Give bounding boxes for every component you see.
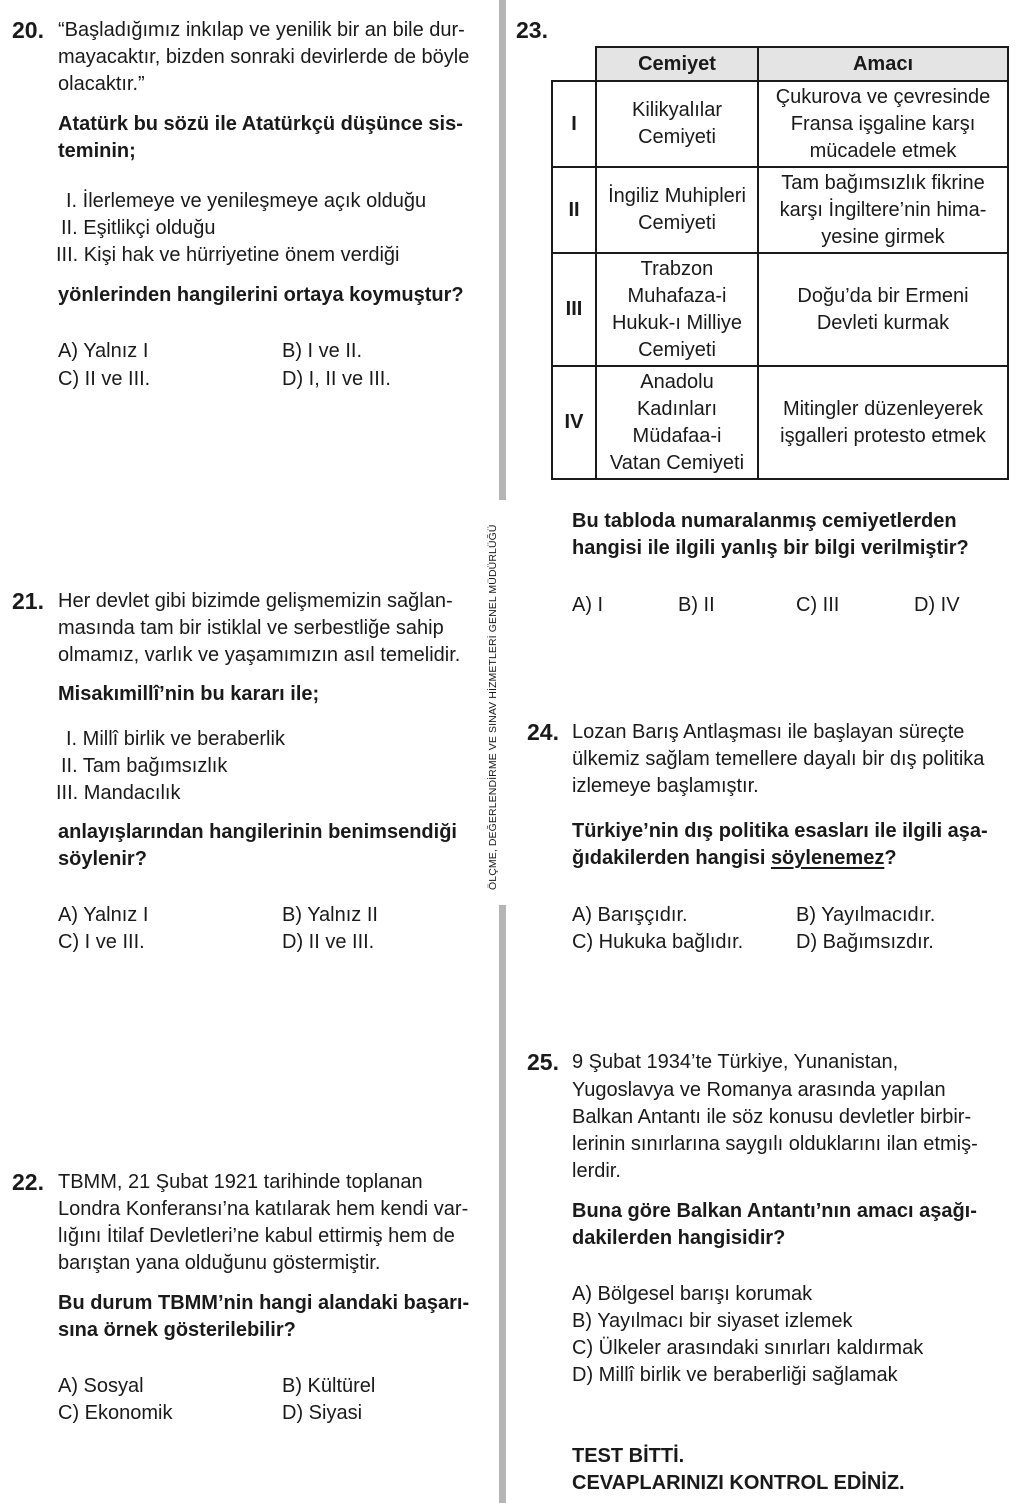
row-number: III [552, 253, 596, 366]
question-prompt: dakilerden hangisidir? [572, 1227, 786, 1249]
column-divider-bottom [499, 905, 506, 1503]
check-answers-notice: CEVAPLARINIZI KONTROL EDİNİZ. [572, 1472, 905, 1494]
passage-line: Balkan Antantı ile söz konusu devletler birbir- [572, 1106, 972, 1128]
question-prompt: sına örnek gösterilebilir? [58, 1319, 296, 1341]
question-prompt: Türkiye’nin dış politika esasları ile ilgili aşa- [572, 820, 988, 842]
cemiyet-cell: İngiliz Muhipleri Cemiyeti [596, 167, 758, 253]
table-row [552, 81, 1008, 167]
answer-option-b[interactable]: B) Yalnız II [282, 904, 378, 926]
answer-option-b[interactable]: B) Kültürel [282, 1375, 376, 1397]
answer-option-c[interactable]: C) II ve III. [58, 368, 151, 390]
passage-line: masında tam bir istiklal ve serbestliğe sahip [58, 617, 444, 639]
answer-option-c[interactable]: C) I ve III. [58, 931, 145, 953]
question-prompt: ğıdakilerden hangisi söylenemez? [572, 847, 897, 869]
statement-item: I. Millî birlik ve beraberlik [66, 728, 285, 750]
column-header-amaci: Amacı [758, 47, 1008, 81]
passage-line: izlemeye başlamıştır. [572, 775, 759, 797]
answer-option-a[interactable]: A) Bölgesel barışı korumak [572, 1283, 813, 1305]
table-row [552, 366, 1008, 479]
amac-cell: Çukurova ve çevresinde Fransa işgaline karşı mücadele etmek [758, 81, 1008, 167]
question-prompt: Bu durum TBMM’nin hangi alandaki başarı- [58, 1292, 470, 1314]
table-corner-cell [552, 47, 596, 81]
question-prompt: hangisi ile ilgili yanlış bir bilgi verilmiştir? [572, 537, 969, 559]
row-number: I [552, 81, 596, 167]
question-stem: teminin; [58, 140, 136, 162]
negative-emphasis: söylenemez [770, 847, 885, 869]
answer-option-d[interactable]: D) II ve III. [282, 931, 375, 953]
question-number: 25. [527, 1049, 559, 1075]
passage-line: lerdir. [572, 1160, 621, 1182]
statement-item: III. Mandacılık [56, 782, 181, 804]
answer-option-d[interactable]: D) IV [914, 594, 960, 616]
statement-item: III. Kişi hak ve hürriyetine önem verdiği [56, 244, 400, 266]
answer-option-c[interactable]: C) Hukuka bağlıdır. [572, 931, 744, 953]
passage-line: Lozan Barış Antlaşması ile başlayan süreçte [572, 721, 965, 743]
passage-line: olmamız, varlık ve yaşamımızın asıl temelidir. [58, 644, 461, 666]
question-number: 23. [516, 17, 548, 43]
quote-line: mayacaktır, bizden sonraki devirlerde de böyle [58, 46, 470, 68]
row-number: II [552, 167, 596, 253]
answer-option-b[interactable]: B) I ve II. [282, 340, 363, 362]
test-end-notice: TEST BİTTİ. [572, 1445, 685, 1467]
question-prompt: anlayışlarından hangilerinin benimsendiği [58, 821, 457, 843]
table-header-row [552, 47, 1008, 81]
column-divider-top [499, 0, 506, 500]
passage-line: Yugoslavya ve Romanya arasında yapılan [572, 1079, 946, 1101]
question-number: 22. [12, 1169, 44, 1195]
answer-option-d[interactable]: D) Millî birlik ve beraberliği sağlamak [572, 1364, 898, 1386]
question-stem: Misakımillî’nin bu kararı ile; [58, 683, 320, 705]
passage-line: ülkemiz sağlam temellere dayalı bir dış politika [572, 748, 985, 770]
answer-option-d[interactable]: D) I, II ve III. [282, 368, 391, 390]
statement-item: I. İlerlemeye ve yenileşmeye açık olduğu [66, 190, 427, 212]
answer-option-c[interactable]: C) Ekonomik [58, 1402, 173, 1424]
answer-option-a[interactable]: A) Yalnız I [58, 340, 149, 362]
question-number: 21. [12, 588, 44, 614]
answer-option-a[interactable]: A) I [572, 594, 604, 616]
answer-option-b[interactable]: B) II [678, 594, 715, 616]
question-number: 24. [527, 719, 559, 745]
answer-option-a[interactable]: A) Barışçıdır. [572, 904, 688, 926]
question-prompt: yönlerinden hangilerini ortaya koymuştur? [58, 284, 464, 306]
cemiyet-cell: Kilikyalılar Cemiyeti [596, 81, 758, 167]
answer-option-a[interactable]: A) Yalnız I [58, 904, 149, 926]
statement-item: II. Eşitlikçi olduğu [61, 217, 216, 239]
answer-option-b[interactable]: B) Yayılmacıdır. [796, 904, 936, 926]
table-row [552, 253, 1008, 366]
row-number: IV [552, 366, 596, 479]
column-header-cemiyet: Cemiyet [596, 47, 758, 81]
passage-line: barıştan yana olduğunu göstermiştir. [58, 1252, 381, 1274]
answer-option-d[interactable]: D) Siyasi [282, 1402, 363, 1424]
answer-option-c[interactable]: C) III [796, 594, 840, 616]
quote-line: olacaktır.” [58, 73, 145, 95]
cemiyet-cell: Trabzon Muhafaza-i Hukuk-ı Milliye Cemiyeti [596, 253, 758, 366]
passage-line: lığını İtilaf Devletleri’ne kabul ettirmiş hem de [58, 1225, 455, 1247]
passage-line: Her devlet gibi bizimde gelişmemizin sağlan- [58, 590, 453, 612]
question-number: 20. [12, 17, 44, 43]
statement-item: II. Tam bağımsızlık [61, 755, 228, 777]
amac-cell: Doğu’da bir Ermeni Devleti kurmak [758, 253, 1008, 366]
passage-line: lerinin sınırlarına saygılı olduklarını ilan etmiş- [572, 1133, 978, 1155]
table-row [552, 167, 1008, 253]
question-stem: Atatürk bu sözü ile Atatürkçü düşünce sis- [58, 113, 463, 135]
passage-line: TBMM, 21 Şubat 1921 tarihinde toplanan [58, 1171, 423, 1193]
amac-cell: Tam bağımsızlık fikrine karşı İngiltere’nin hima- yesine girmek [758, 167, 1008, 253]
question-prompt: Bu tabloda numaralanmış cemiyetlerden [572, 510, 957, 532]
societies-table [551, 46, 1009, 480]
answer-option-c[interactable]: C) Ülkeler arasındaki sınırları kaldırmak [572, 1337, 924, 1359]
quote-line: “Başladığımız inkılap ve yenilik bir an bile dur- [58, 19, 465, 41]
question-prompt: söylenir? [58, 848, 147, 870]
cemiyet-cell: Anadolu Kadınları Müdafaa-i Vatan Cemiyeti [596, 366, 758, 479]
question-prompt: Buna göre Balkan Antantı’nın amacı aşağı- [572, 1200, 977, 1222]
answer-option-d[interactable]: D) Bağımsızdır. [796, 931, 934, 953]
answer-option-b[interactable]: B) Yayılmacı bir siyaset izlemek [572, 1310, 853, 1332]
amac-cell: Mitingler düzenleyerek işgalleri protesto etmek [758, 366, 1008, 479]
answer-option-a[interactable]: A) Sosyal [58, 1375, 144, 1397]
passage-line: Londra Konferansı’na katılarak hem kendi var- [58, 1198, 469, 1220]
passage-line: 9 Şubat 1934’te Türkiye, Yunanistan, [572, 1051, 899, 1073]
